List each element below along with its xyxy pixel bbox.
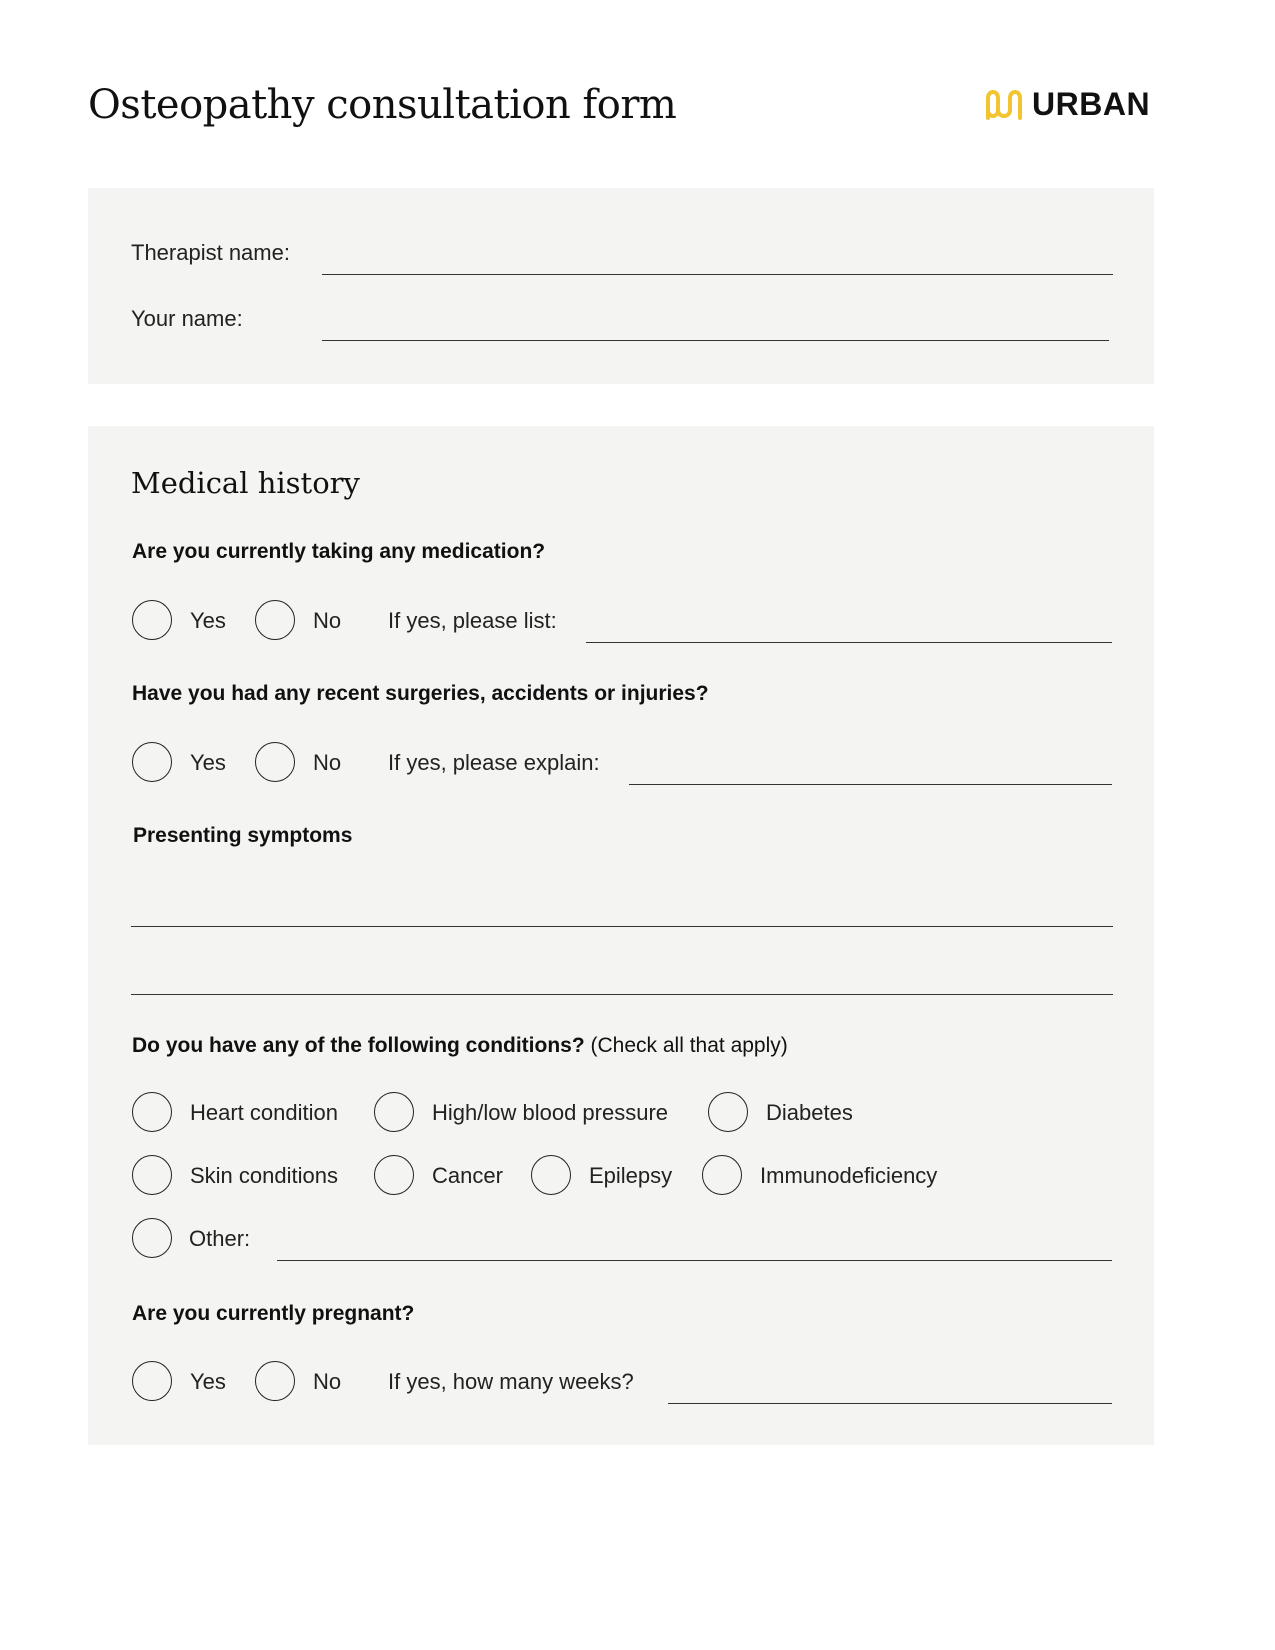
conditions-question-text: Do you have any of the following conditions? — [132, 1034, 585, 1057]
medication-question: Are you currently taking any medication? — [132, 540, 546, 563]
other-condition-field[interactable] — [277, 1260, 1112, 1261]
pregnancy-no-label: No — [313, 1369, 342, 1394]
brand-logo — [984, 86, 1150, 123]
heart-condition-checkbox[interactable] — [132, 1092, 172, 1132]
skin-conditions-label: Skin conditions — [190, 1163, 338, 1188]
surgeries-yes-radio[interactable] — [132, 742, 172, 782]
diabetes-label: Diabetes — [766, 1100, 853, 1125]
medication-yes-radio[interactable] — [132, 600, 172, 640]
blood-pressure-checkbox[interactable] — [374, 1092, 414, 1132]
therapist-name-field[interactable] — [322, 274, 1113, 275]
medication-no-label: No — [313, 608, 342, 633]
conditions-question — [132, 1034, 788, 1058]
page-title: Osteopathy consultation form — [88, 82, 677, 128]
medical-history-heading: Medical history — [131, 466, 360, 500]
pregnancy-yes-radio[interactable] — [132, 1361, 172, 1401]
other-condition-checkbox[interactable] — [132, 1218, 172, 1258]
symptoms-heading: Presenting symptoms — [133, 824, 353, 847]
cancer-checkbox[interactable] — [374, 1155, 414, 1195]
surgeries-yes-label: Yes — [190, 750, 226, 775]
your-name-label: Your name: — [131, 306, 243, 331]
surgeries-no-radio[interactable] — [255, 742, 295, 782]
names-panel — [88, 188, 1154, 384]
immunodeficiency-label: Immunodeficiency — [760, 1163, 938, 1188]
pregnancy-question: Are you currently pregnant? — [132, 1302, 415, 1325]
symptoms-field-line-1[interactable] — [131, 926, 1113, 927]
urban-logo-icon — [984, 88, 1024, 122]
other-condition-label: Other: — [189, 1226, 251, 1251]
epilepsy-checkbox[interactable] — [531, 1155, 571, 1195]
your-name-field[interactable] — [322, 340, 1109, 341]
pregnancy-yes-label: Yes — [190, 1369, 226, 1394]
surgeries-question: Have you had any recent surgeries, accidents or injuries? — [132, 682, 709, 705]
medication-no-radio[interactable] — [255, 600, 295, 640]
surgeries-no-label: No — [313, 750, 342, 775]
brand-name: URBAN — [1032, 86, 1151, 122]
pregnancy-weeks-field[interactable] — [668, 1403, 1112, 1404]
medication-list-field[interactable] — [586, 642, 1112, 643]
cancer-label: Cancer — [432, 1163, 503, 1188]
heart-condition-label: Heart condition — [190, 1100, 338, 1125]
surgeries-followup-label: If yes, please explain: — [388, 750, 600, 775]
diabetes-checkbox[interactable] — [708, 1092, 748, 1132]
blood-pressure-label: High/low blood pressure — [432, 1100, 669, 1125]
medication-yes-label: Yes — [190, 608, 226, 633]
pregnancy-followup-label: If yes, how many weeks? — [388, 1369, 634, 1394]
immunodeficiency-checkbox[interactable] — [702, 1155, 742, 1195]
epilepsy-label: Epilepsy — [589, 1163, 673, 1188]
pregnancy-no-radio[interactable] — [255, 1361, 295, 1401]
conditions-note: (Check all that apply) — [590, 1034, 788, 1057]
skin-conditions-checkbox[interactable] — [132, 1155, 172, 1195]
surgeries-explain-field[interactable] — [629, 784, 1112, 785]
symptoms-field-line-2[interactable] — [131, 994, 1113, 995]
medical-history-panel — [88, 426, 1154, 1445]
medication-followup-label: If yes, please list: — [388, 608, 557, 633]
therapist-name-label: Therapist name: — [131, 240, 290, 265]
